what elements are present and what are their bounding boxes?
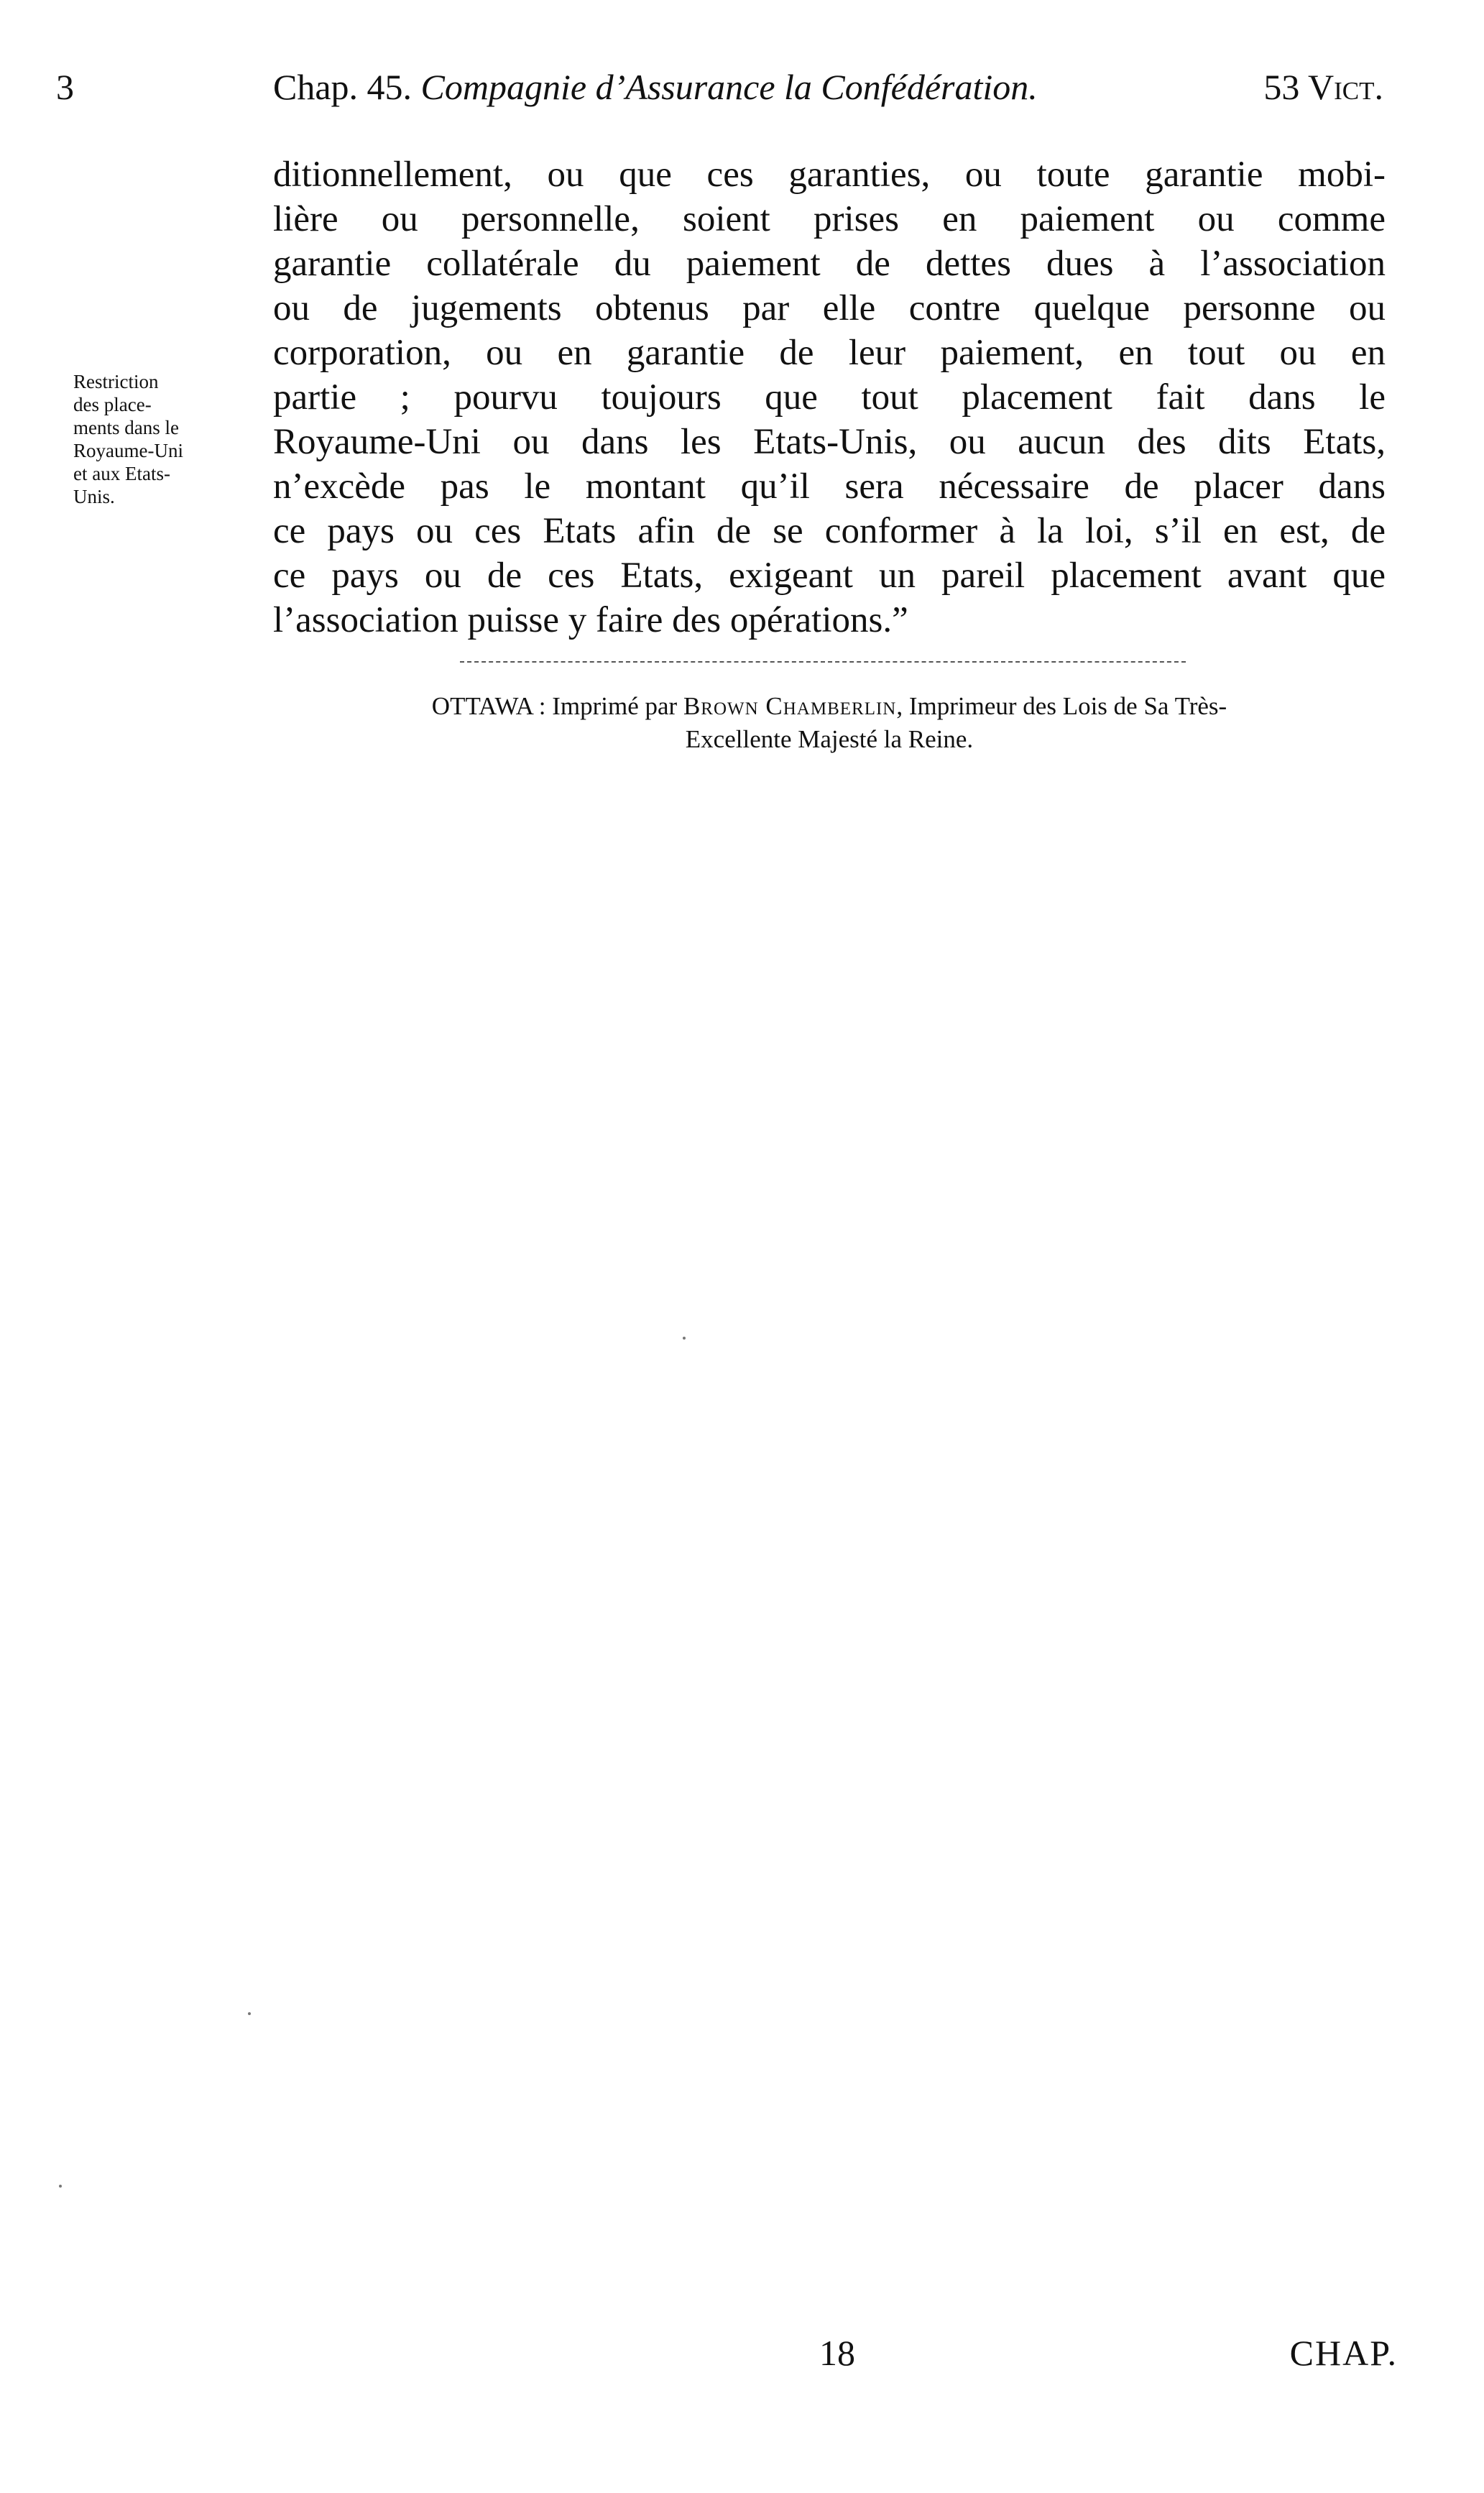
body-line: garantie collatérale du paiement de dettes dues à l’association — [273, 244, 1386, 284]
body-line: Royaume-Uni ou dans les Etats-Unis, ou aucun des dits Etats, — [273, 422, 1386, 462]
body-line: l’association puisse y faire des opérations.” — [273, 600, 908, 640]
paper-speck — [248, 2012, 251, 2015]
imprint-prefix: OTTAWA : Imprimé par — [431, 692, 683, 720]
marginal-note-line: et aux Etats- — [73, 463, 170, 484]
section-divider-rule — [460, 661, 1186, 663]
marginal-note — [73, 370, 267, 508]
paper-speck — [59, 2185, 62, 2188]
catchword: CHAP. — [1289, 2333, 1398, 2373]
imprint-suffix: , Imprimeur des Lois de Sa Très- — [896, 692, 1227, 720]
running-title — [273, 66, 1038, 108]
marginal-note-line: des place- — [73, 394, 152, 415]
body-line: ditionnellement, ou que ces garanties, ou toute garantie mobi- — [273, 155, 1386, 195]
chapter-number: Chap. 45. — [273, 67, 413, 107]
body-line: ou de jugements obtenus par elle contre quelque personne ou — [273, 288, 1386, 328]
body-line: ce pays ou de ces Etats, exigeant un pareil placement avant que — [273, 556, 1386, 596]
printer-name: Brown Chamberlin — [683, 692, 897, 720]
imprint-line-2: Excellente Majesté la Reine. — [685, 725, 974, 753]
marginal-note-line: Restriction — [73, 371, 159, 392]
body-line: lière ou personnelle, soient prises en paiement ou comme — [273, 199, 1386, 239]
page-number: 3 — [56, 67, 74, 107]
printer-imprint — [273, 690, 1386, 756]
act-title: Compagnie d’Assurance la Confédération. — [420, 67, 1038, 107]
body-line: partie ; pourvu toujours que tout placement fait dans le — [273, 377, 1386, 418]
body-line: corporation, ou en garantie de leur paiement, en tout ou en — [273, 333, 1386, 373]
paper-speck — [683, 1337, 686, 1340]
marginal-note-line: Unis. — [73, 486, 115, 507]
marginal-note-line: Royaume-Uni — [73, 440, 183, 461]
body-text — [273, 152, 1386, 642]
body-line: n’excède pas le montant qu’il sera nécessaire de placer dans — [273, 466, 1386, 507]
body-line: ce pays ou ces Etats afin de se conformer à la loi, s’il en est, de — [273, 511, 1386, 551]
regnal-year: 53 Vict. — [1263, 67, 1383, 107]
marginal-note-line: ments dans le — [73, 417, 179, 438]
signature-mark: 18 — [819, 2333, 855, 2373]
